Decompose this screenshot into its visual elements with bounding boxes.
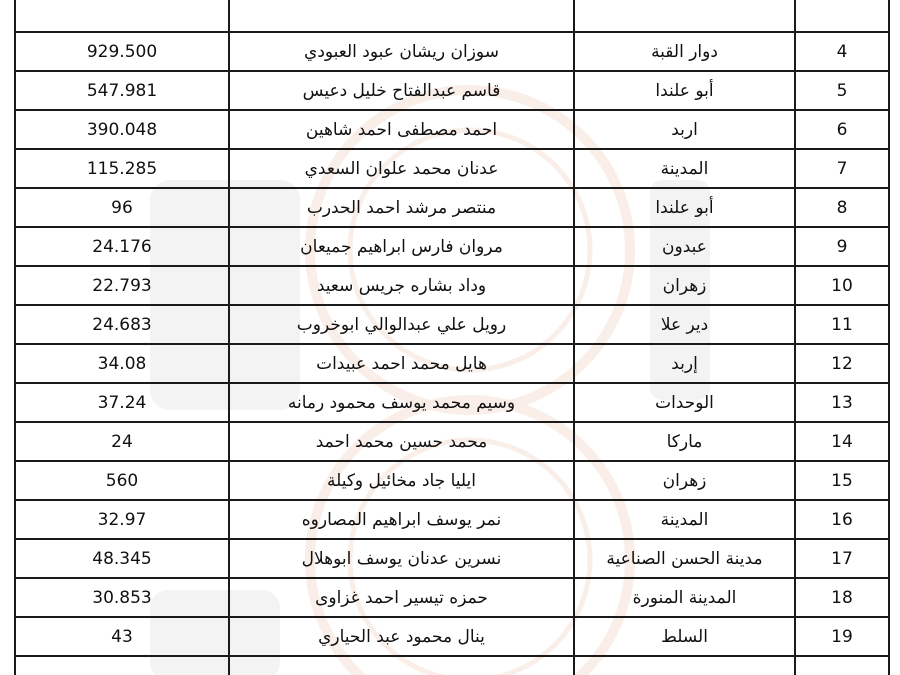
table-row bbox=[15, 539, 889, 578]
area-cell: زهران bbox=[574, 266, 795, 305]
table-row bbox=[15, 149, 889, 188]
value-cell: 48.345 bbox=[15, 539, 229, 578]
area-cell: دير علا bbox=[574, 305, 795, 344]
number-cell: 14 bbox=[795, 422, 889, 461]
value-cell: 37.24 bbox=[15, 383, 229, 422]
name-cell: قاسم عبدالفتاح خليل دعيس bbox=[229, 71, 574, 110]
area-cell bbox=[574, 656, 795, 675]
name-cell bbox=[229, 656, 574, 675]
area-cell: المدينة bbox=[574, 149, 795, 188]
table-row bbox=[15, 461, 889, 500]
name-cell: عدنان محمد علوان السعدي bbox=[229, 149, 574, 188]
value-cell: 43 bbox=[15, 617, 229, 656]
area-cell: مدينة الحسن الصناعية bbox=[574, 539, 795, 578]
area-cell: اربد bbox=[574, 110, 795, 149]
name-cell: ايليا جاد مخائيل وكيلة bbox=[229, 461, 574, 500]
table-row bbox=[15, 71, 889, 110]
name-cell: سوزان ريشان عبود العبودي bbox=[229, 32, 574, 71]
area-cell: السلط bbox=[574, 617, 795, 656]
value-cell bbox=[15, 0, 229, 32]
area-cell: المدينة المنورة bbox=[574, 578, 795, 617]
table-row bbox=[15, 0, 889, 32]
area-cell bbox=[574, 0, 795, 32]
name-cell: وسيم محمد يوسف محمود رمانه bbox=[229, 383, 574, 422]
name-cell: منتصر مرشد احمد الحدرب bbox=[229, 188, 574, 227]
table-row bbox=[15, 266, 889, 305]
value-cell: 24.176 bbox=[15, 227, 229, 266]
value-cell bbox=[15, 656, 229, 675]
number-cell: 6 bbox=[795, 110, 889, 149]
table-row bbox=[15, 578, 889, 617]
value-cell: 24 bbox=[15, 422, 229, 461]
value-cell: 24.683 bbox=[15, 305, 229, 344]
area-cell: عبدون bbox=[574, 227, 795, 266]
value-cell: 115.285 bbox=[15, 149, 229, 188]
number-cell bbox=[795, 656, 889, 675]
number-cell bbox=[795, 0, 889, 32]
number-cell: 17 bbox=[795, 539, 889, 578]
table-row bbox=[15, 422, 889, 461]
table-row bbox=[15, 32, 889, 71]
value-cell: 22.793 bbox=[15, 266, 229, 305]
number-cell: 9 bbox=[795, 227, 889, 266]
number-cell: 18 bbox=[795, 578, 889, 617]
value-cell: 547.981 bbox=[15, 71, 229, 110]
table-row bbox=[15, 110, 889, 149]
area-cell: ماركا bbox=[574, 422, 795, 461]
area-cell: أبو علندا bbox=[574, 71, 795, 110]
number-cell: 10 bbox=[795, 266, 889, 305]
name-cell: نسرين عدنان يوسف ابوهلال bbox=[229, 539, 574, 578]
area-cell: أبو علندا bbox=[574, 188, 795, 227]
number-cell: 13 bbox=[795, 383, 889, 422]
table-row bbox=[15, 305, 889, 344]
table-row bbox=[15, 227, 889, 266]
table-row bbox=[15, 188, 889, 227]
number-cell: 15 bbox=[795, 461, 889, 500]
name-cell: نمر يوسف ابراهيم المصاروه bbox=[229, 500, 574, 539]
name-cell: هايل محمد احمد عبيدات bbox=[229, 344, 574, 383]
table-row bbox=[15, 500, 889, 539]
area-cell: زهران bbox=[574, 461, 795, 500]
value-cell: 929.500 bbox=[15, 32, 229, 71]
area-cell: دوار القبة bbox=[574, 32, 795, 71]
table-row bbox=[15, 344, 889, 383]
number-cell: 4 bbox=[795, 32, 889, 71]
value-cell: 96 bbox=[15, 188, 229, 227]
number-cell: 19 bbox=[795, 617, 889, 656]
name-cell: حمزه تيسير احمد غزاوى bbox=[229, 578, 574, 617]
area-cell: المدينة bbox=[574, 500, 795, 539]
value-cell: 32.97 bbox=[15, 500, 229, 539]
number-cell: 8 bbox=[795, 188, 889, 227]
value-cell: 390.048 bbox=[15, 110, 229, 149]
name-cell: احمد مصطفى احمد شاهين bbox=[229, 110, 574, 149]
data-table bbox=[14, 0, 890, 675]
value-cell: 560 bbox=[15, 461, 229, 500]
name-cell: محمد حسين محمد احمد bbox=[229, 422, 574, 461]
number-cell: 12 bbox=[795, 344, 889, 383]
table-row bbox=[15, 383, 889, 422]
area-cell: الوحدات bbox=[574, 383, 795, 422]
name-cell: ينال محمود عبد الحياري bbox=[229, 617, 574, 656]
name-cell: مروان فارس ابراهيم جميعان bbox=[229, 227, 574, 266]
value-cell: 30.853 bbox=[15, 578, 229, 617]
name-cell: وداد بشاره جريس سعيد bbox=[229, 266, 574, 305]
number-cell: 5 bbox=[795, 71, 889, 110]
number-cell: 16 bbox=[795, 500, 889, 539]
number-cell: 11 bbox=[795, 305, 889, 344]
value-cell: 34.08 bbox=[15, 344, 229, 383]
name-cell: رويل علي عبدالوالي ابوخروب bbox=[229, 305, 574, 344]
table-row bbox=[15, 617, 889, 656]
name-cell bbox=[229, 0, 574, 32]
number-cell: 7 bbox=[795, 149, 889, 188]
table-row bbox=[15, 656, 889, 675]
area-cell: إربد bbox=[574, 344, 795, 383]
